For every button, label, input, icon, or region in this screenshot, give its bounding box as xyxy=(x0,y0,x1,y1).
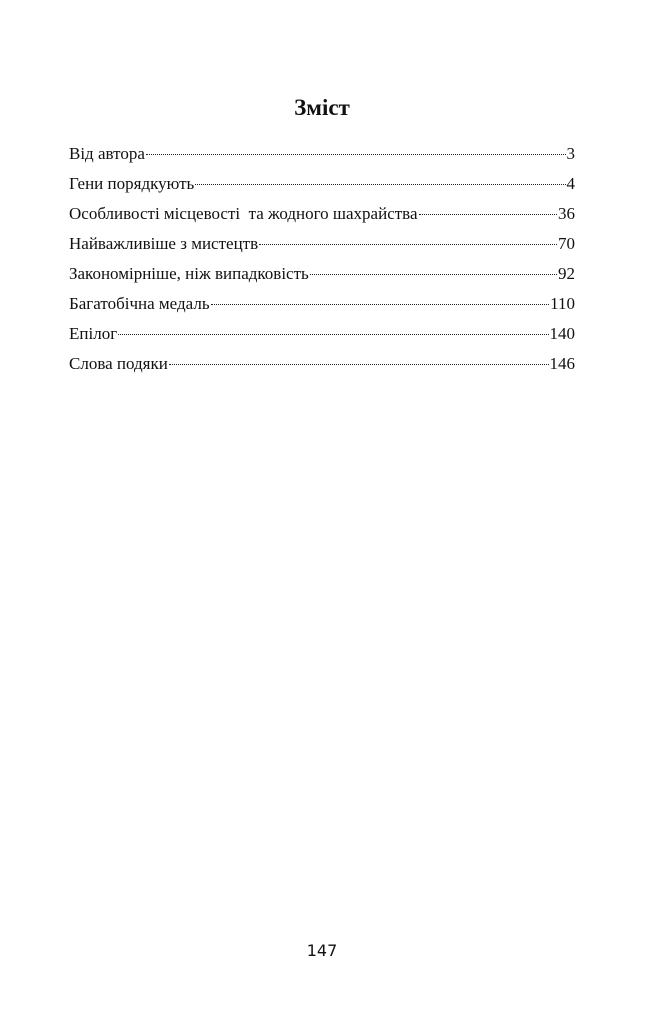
dot-leader xyxy=(211,304,550,305)
page-title: Зміст xyxy=(294,95,350,120)
toc-entry-page: 4 xyxy=(566,174,575,193)
toc-entry xyxy=(69,169,575,199)
toc-entry-page: 70 xyxy=(558,234,575,253)
toc-entry-title: Гени порядкують xyxy=(69,174,195,193)
dot-leader xyxy=(310,274,557,275)
dot-leader xyxy=(259,244,557,245)
toc-entry xyxy=(69,349,575,379)
toc-entry-page: 3 xyxy=(566,144,575,163)
toc-entry-title: Багатобічна медаль xyxy=(69,294,210,313)
toc-entry-page: 146 xyxy=(549,354,575,373)
toc-entry xyxy=(69,199,575,229)
toc-entry xyxy=(69,259,575,289)
toc-entry xyxy=(69,289,575,319)
dot-leader xyxy=(146,154,566,155)
toc-entry-page: 110 xyxy=(550,294,575,313)
table-of-contents xyxy=(69,139,575,379)
toc-entry-page: 36 xyxy=(558,204,575,223)
toc-entry-title: Закономірніше, ніж випадковість xyxy=(69,264,309,283)
page-number: 147 xyxy=(306,941,338,960)
dot-leader xyxy=(118,334,548,335)
dot-leader xyxy=(195,184,565,185)
toc-entry-title: Від автора xyxy=(69,144,145,163)
toc-entry xyxy=(69,229,575,259)
toc-entry-title: Найважливіше з мистецтв xyxy=(69,234,259,253)
toc-entry-title: Епілог xyxy=(69,324,118,343)
toc-entry-page: 92 xyxy=(558,264,575,283)
toc-entry xyxy=(69,139,575,169)
toc-entry-title: Особливості місцевості та жодного шахрайства xyxy=(69,204,418,223)
toc-entry-page: 140 xyxy=(549,324,575,343)
toc-entry-title: Слова подяки xyxy=(69,354,168,373)
dot-leader xyxy=(169,364,549,365)
toc-entry xyxy=(69,319,575,349)
dot-leader xyxy=(419,214,557,215)
